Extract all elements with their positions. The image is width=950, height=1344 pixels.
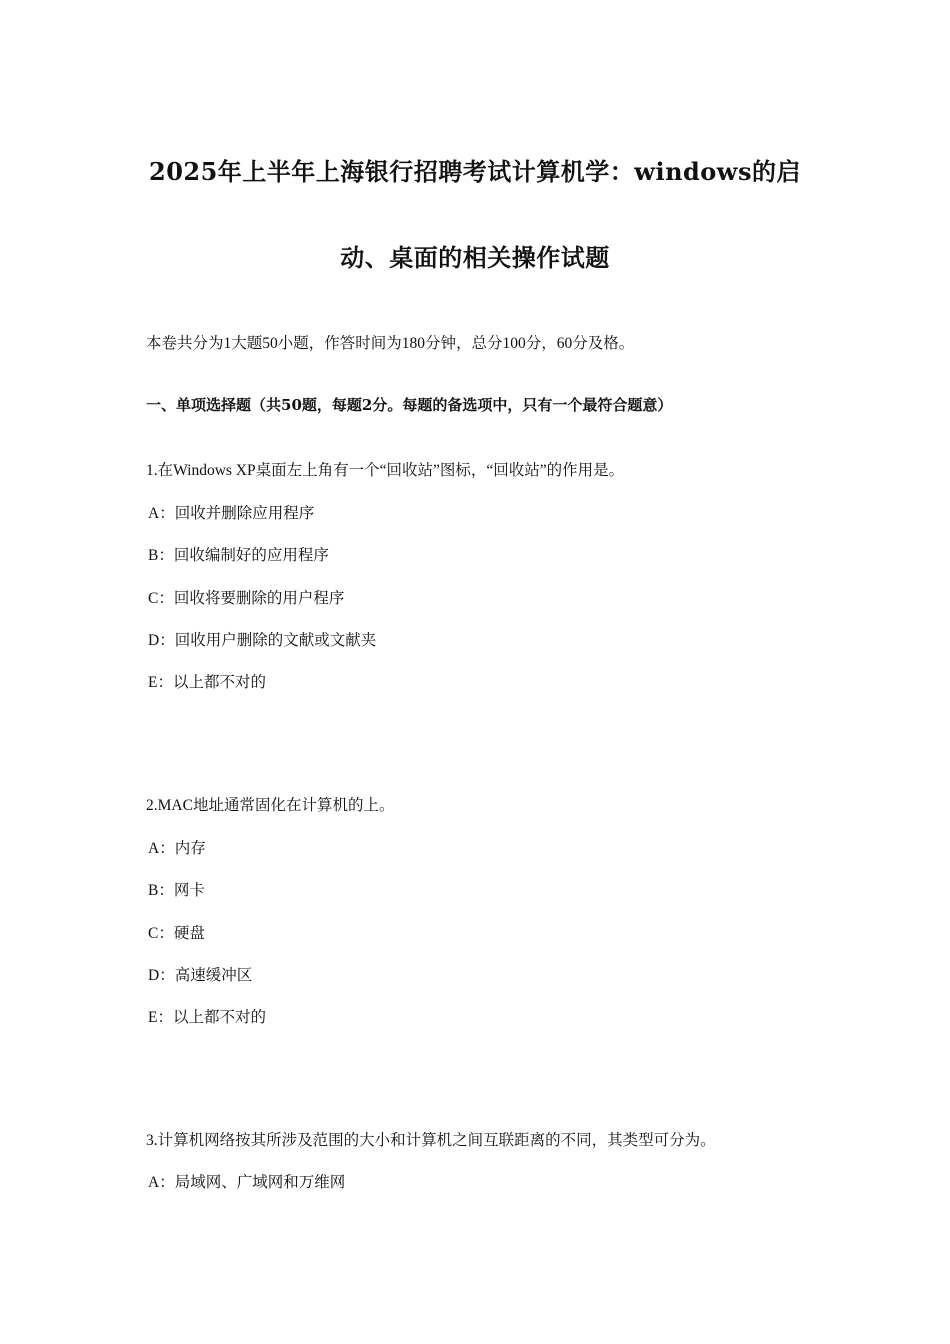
question-option: C：硬盘 (148, 925, 205, 942)
question-option: A：回收并删除应用程序 (148, 505, 315, 522)
question-option: B：回收编制好的应用程序 (148, 547, 329, 564)
question-stem: 2.MAC地址通常固化在计算机的上。 (146, 797, 395, 814)
section-heading: 一、单项选择题（共50题，每题2分。每题的备选项中，只有一个最符合题意） (146, 396, 673, 414)
question-option: B：网卡 (148, 882, 205, 899)
question-stem: 3.计算机网络按其所涉及范围的大小和计算机之间互联距离的不同，其类型可分为。 (146, 1132, 716, 1149)
question-option: D：高速缓冲区 (148, 967, 253, 984)
page-title-line-1: 2025年上半年上海银行招聘考试计算机学：windows的启 (149, 157, 801, 186)
question-option: A：局域网、广域网和万维网 (148, 1174, 346, 1191)
question-option: D：回收用户删除的文献或文献夹 (148, 632, 377, 649)
question-option: C：回收将要删除的用户程序 (148, 590, 345, 607)
question-stem: 1.在Windows XP桌面左上角有一个“回收站”图标，“回收站”的作用是。 (146, 462, 625, 479)
exam-intro: 本卷共分为1大题50小题，作答时间为180分钟，总分100分，60分及格。 (146, 335, 635, 352)
page-title-line-2: 动、桌面的相关操作试题 (340, 243, 610, 272)
question-option: E：以上都不对的 (148, 674, 266, 691)
question-option: E：以上都不对的 (148, 1009, 266, 1026)
question-option: A：内存 (148, 840, 206, 857)
